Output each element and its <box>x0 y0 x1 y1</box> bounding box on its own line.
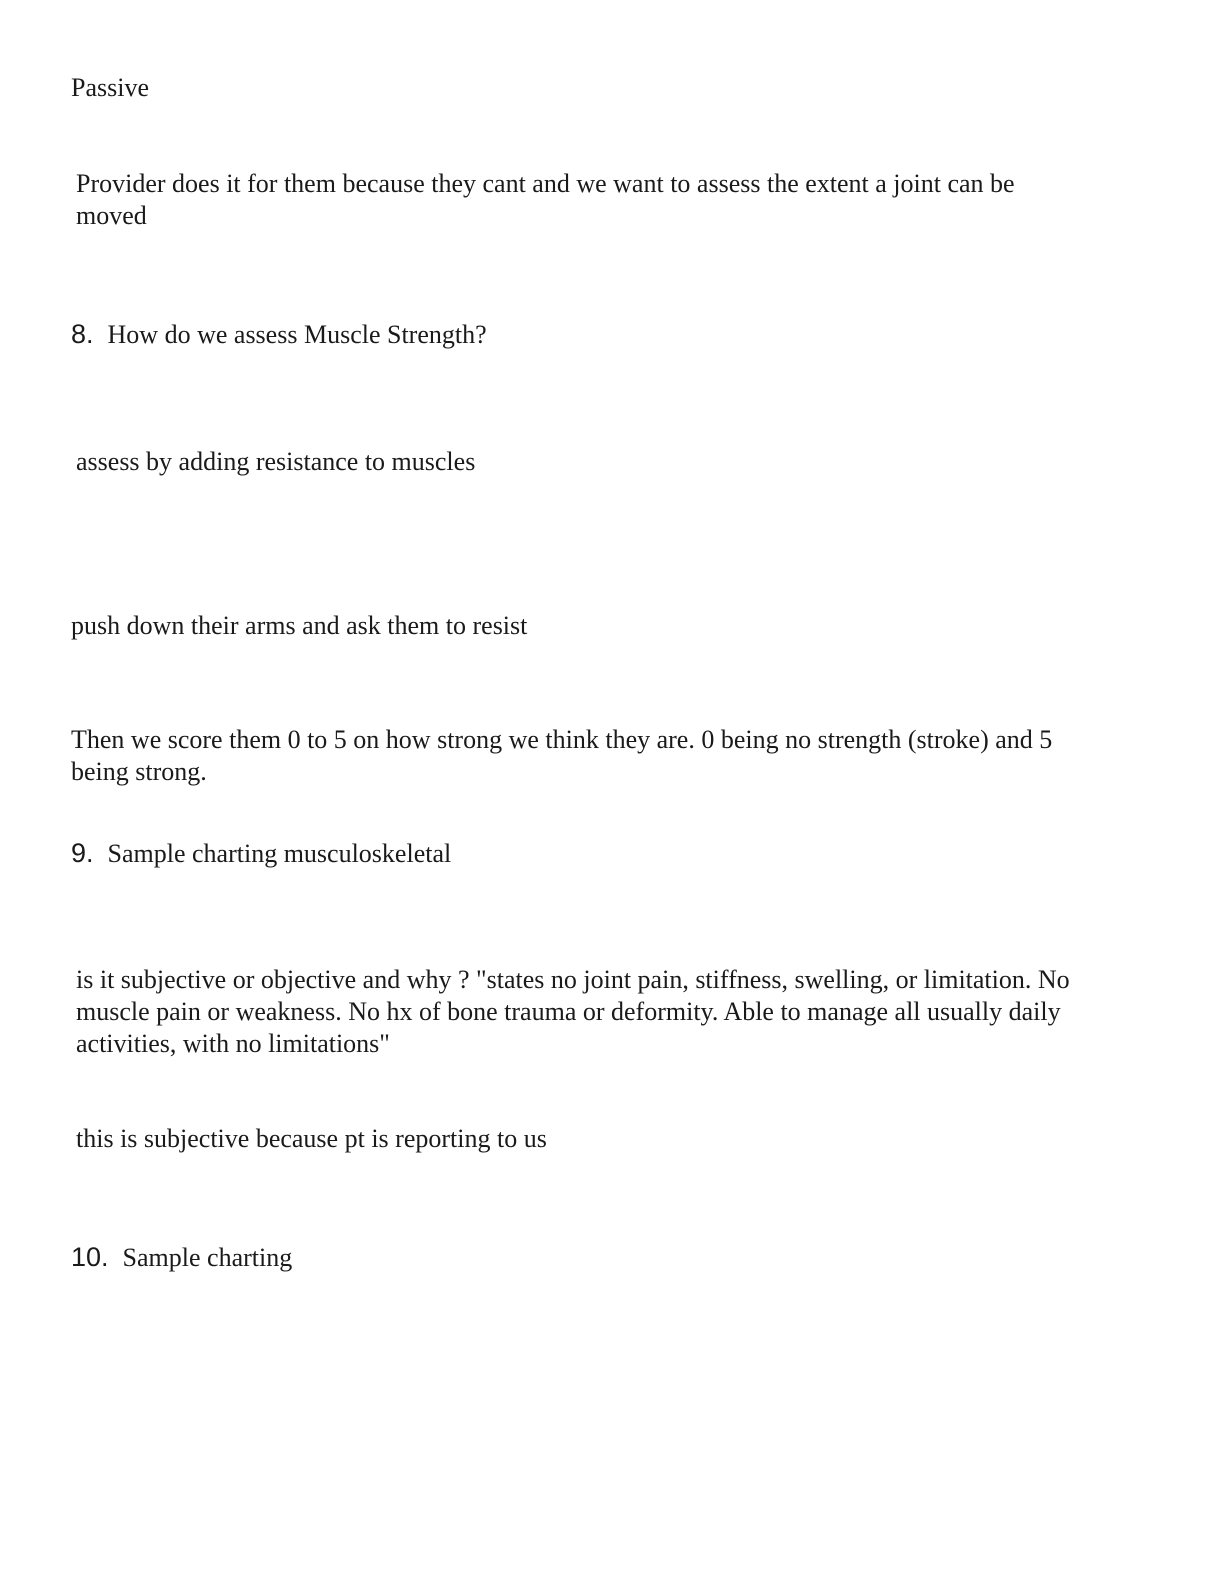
question-10-number: 10. <box>71 1242 109 1272</box>
question-9-prompt: is it subjective or objective and why ? "states no joint pain, stiffness, swelling, or limitation. No muscle pain or weakness. No hx of bone trauma or deformity. Able to manage all usually daily activities, with no limitations" <box>76 965 1070 1058</box>
passive-heading: Passive <box>71 73 149 102</box>
question-10 <box>71 1241 292 1274</box>
question-9-text: Sample charting musculoskeletal <box>107 839 452 868</box>
passive-answer: Provider does it for them because they cant and we want to assess the extent a joint can be moved <box>76 169 1015 230</box>
question-8-answer-3: Then we score them 0 to 5 on how strong we think they are. 0 being no strength (stroke) and 5 being strong. <box>71 725 1053 786</box>
question-10-text: Sample charting <box>122 1243 293 1272</box>
question-9 <box>71 837 451 870</box>
question-8 <box>71 318 487 351</box>
question-8-text: How do we assess Muscle Strength? <box>107 320 487 349</box>
question-8-answer-1: assess by adding resistance to muscles <box>76 447 476 476</box>
question-9-number: 9. <box>71 838 94 868</box>
question-8-answer-2: push down their arms and ask them to resist <box>71 611 528 640</box>
question-9-answer: this is subjective because pt is reporting to us <box>76 1124 547 1153</box>
question-8-number: 8. <box>71 319 94 349</box>
